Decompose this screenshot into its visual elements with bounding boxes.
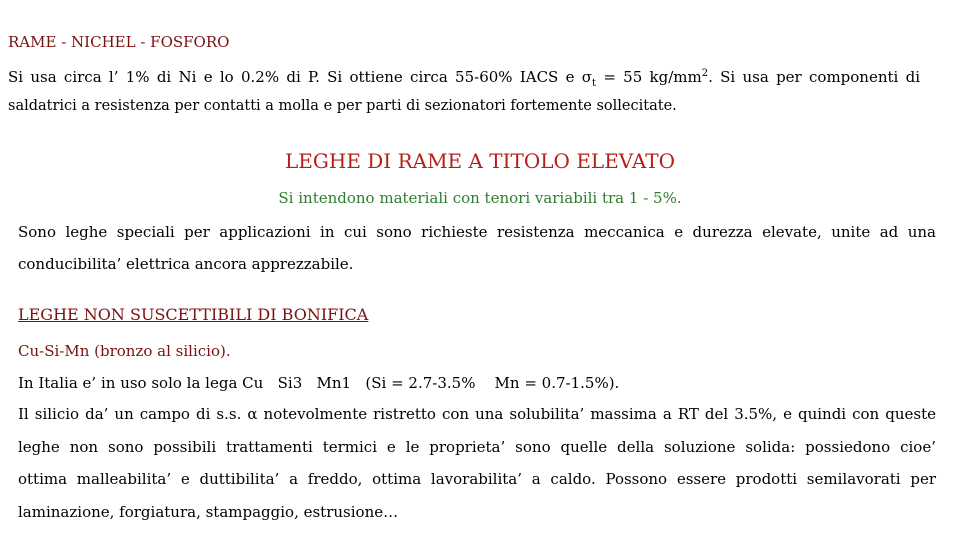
paragraph-line: conducibilita’ elettrica ancora apprezzabile.: [18, 255, 354, 273]
paragraph-line: saldatrici a resistenza per contatti a molla e per parti di sezionatori fortemente sollecitate.: [8, 98, 677, 114]
paragraph-line: leghe non sono possibili trattamenti termici e le proprieta’ sono quelle della soluzione solida: possiedono cioe’: [18, 438, 936, 456]
paragraph-line: [8, 64, 920, 94]
section-title-rame-nichel-fosforo: RAME - NICHEL - FOSFORO: [8, 33, 230, 51]
text-segment: . Si usa per componenti di: [708, 68, 920, 86]
sigma-subscript: t: [592, 78, 597, 89]
text-segment: = 55 kg/mm: [596, 68, 702, 86]
superscript: 2: [701, 68, 709, 79]
section-heading-leghe-titolo-elevato: LEGHE DI RAME A TITOLO ELEVATO: [285, 149, 675, 173]
text-segment: Si usa circa l’ 1% di Ni e lo 0.2% di P. Si ottiene circa 55-60% IACS e: [8, 68, 582, 86]
paragraph-line: [18, 404, 936, 424]
paragraph-line: Sono leghe speciali per applicazioni in cui sono richieste resistenza meccanica e durezza elevate, unite ad una: [18, 223, 936, 241]
paragraph-line: In Italia e’ in uso solo la lega Cu Si3 Mn1 (Si = 2.7-3.5% Mn = 0.7-1.5%).: [18, 374, 620, 392]
sigma-symbol: σ: [581, 68, 593, 86]
paragraph-line: ottima malleabilita’ e duttibilita’ a freddo, ottima lavorabilita’ a caldo. Possono essere prodotti semilavorati per: [18, 470, 936, 488]
paragraph-line: laminazione, forgiatura, stampaggio, estrusione…: [18, 503, 399, 521]
section-heading-leghe-non-suscettibili: LEGHE NON SUSCETTIBILI DI BONIFICA: [18, 305, 369, 324]
text-segment: Il silicio da’ un campo di s.s.: [18, 405, 248, 423]
text-segment: notevolmente ristretto con una solubilita’ massima a RT del 3.5%, e quindi con queste: [257, 405, 936, 423]
section-subheading: Si intendono materiali con tenori variabili tra 1 - 5%.: [278, 189, 682, 207]
alloy-name: Cu-Si-Mn (bronzo al silicio).: [18, 342, 231, 360]
alpha-symbol: α: [247, 405, 258, 423]
